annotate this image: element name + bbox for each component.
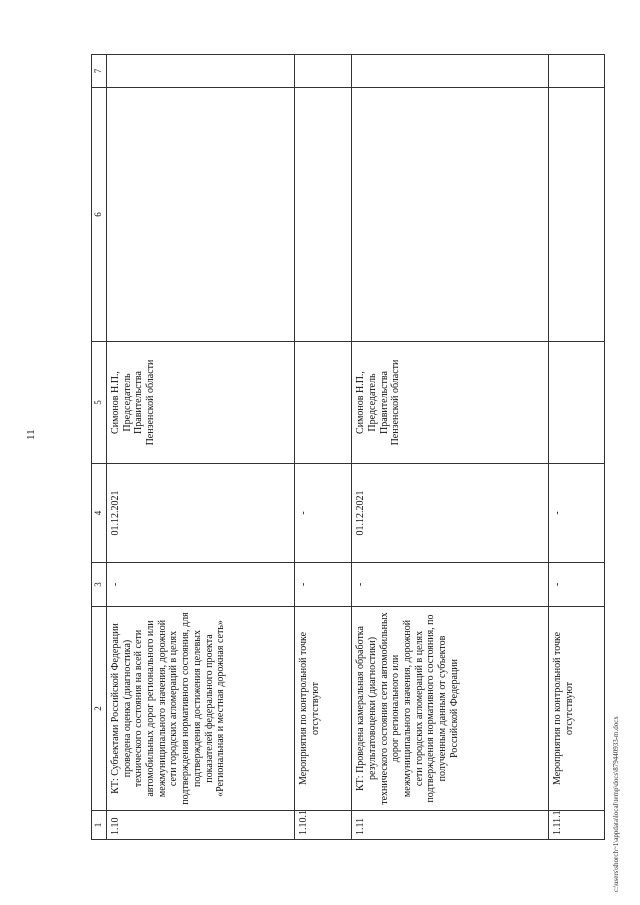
col7-value [295,55,352,88]
col7-value [107,55,295,88]
col6-value [295,88,352,342]
responsible-person: Симонов Н.П., Председатель Правительства Пензенской области [107,342,295,464]
deadline-date: 01.12.2021 [352,464,549,563]
responsible-person [295,342,352,464]
col3-value: - [107,563,295,607]
table-row [352,55,549,840]
row-number: 1.11 [352,811,549,840]
row-number: 1.10.1 [295,811,352,840]
col3-value: - [549,563,605,607]
deadline-date: 01.12.2021 [107,464,295,563]
rotated-page-content [91,55,605,840]
table-row [107,55,295,840]
page-number: 11 [25,429,37,440]
row-number: 1.11.1 [549,811,605,840]
col3-value: - [295,563,352,607]
col7-value [549,55,605,88]
col-header-4: 4 [92,464,107,563]
event-description: КТ: Субъектами Российской Федерации проведена оценка (диагностика) технического состояния на всей сети автомобильных дорог регионального или межмуниципального значения, дорожной сети городских агломераций в целях подтверждения нормативного состояния, для подтверждения достижения целевых показателей федерального проекта «Региональная и местная дорожная сеть» [107,607,295,811]
footer-file-path: c:\users\shorch~1\appdata\local\temp\docs\879440933-m.docx [612,716,620,892]
event-table [91,54,605,840]
deadline-date: - [295,464,352,563]
col6-value [352,88,549,342]
col-header-7: 7 [92,55,107,88]
row-number: 1.10 [107,811,295,840]
col-header-1: 1 [92,811,107,840]
table-row [549,55,605,840]
responsible-person: Симонов Н.П., Председатель Правительства Пензенской области [352,342,549,464]
event-description: Мероприятия по контрольной точке отсутствуют [295,607,352,811]
deadline-date: - [549,464,605,563]
col-header-6: 6 [92,88,107,342]
header-row [92,55,107,840]
table-row [295,55,352,840]
col3-value: - [352,563,549,607]
responsible-person [549,342,605,464]
col6-value [549,88,605,342]
col-header-3: 3 [92,563,107,607]
col6-value [107,88,295,342]
col-header-2: 2 [92,607,107,811]
col7-value [352,55,549,88]
col-header-5: 5 [92,342,107,464]
event-description: КТ: Проведена камеральная обработка результатовоценки (диагностики) технического состояния сети автомобильных дорог регионального или межмуниципального значения, дорожной сети городских агломераций в целях подтверждения нормативного состояния, по полученным данным от субъектов Российской Федерации [352,607,549,811]
event-description: Мероприятия по контрольной точке отсутствуют [549,607,605,811]
